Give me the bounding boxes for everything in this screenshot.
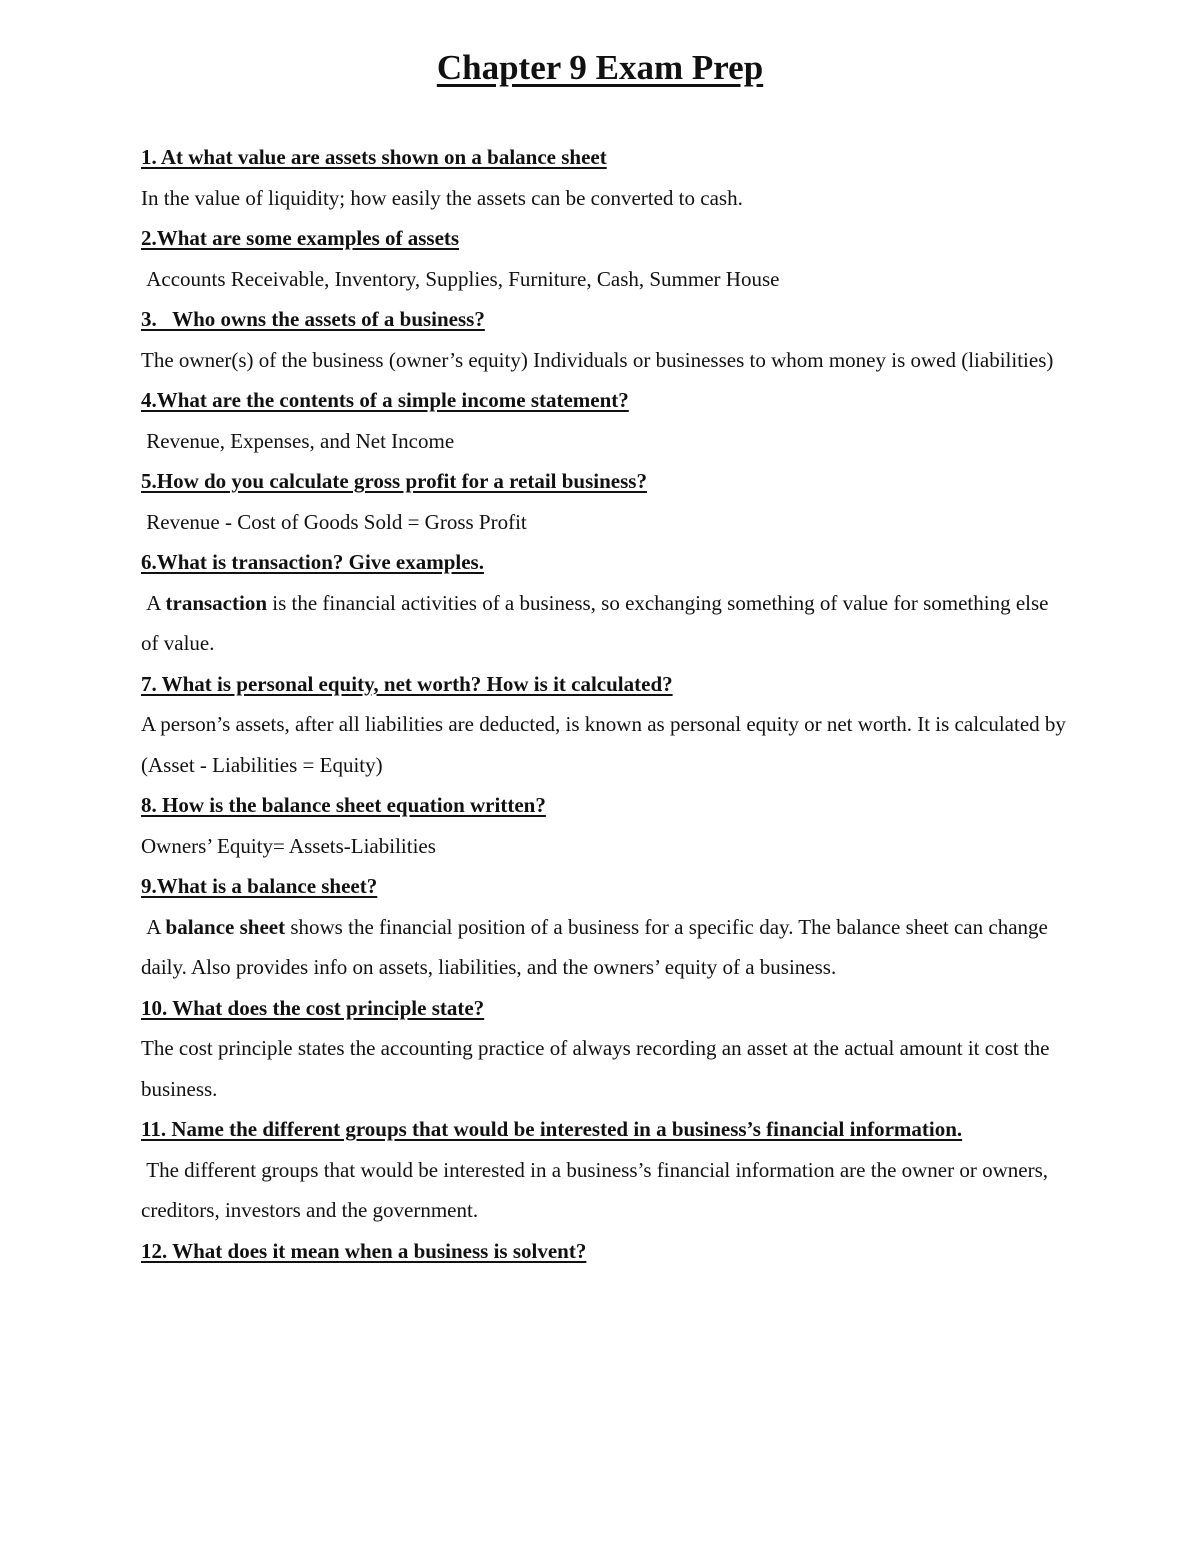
question-heading: 8. How is the balance sheet equation written? (141, 793, 546, 817)
answer-segment: Accounts Receivable, Inventory, Supplies, Furniture, Cash, Summer House (141, 266, 780, 291)
answer-text (141, 259, 1066, 300)
answer-segment: A (141, 590, 166, 615)
question-heading: 3. Who owns the assets of a business? (141, 307, 485, 331)
answer-segment: The different groups that would be interested in a business’s financial information are the owner or owners, creditors, investors and the government. (141, 1157, 1054, 1222)
question-list (141, 137, 1072, 1271)
answer-text (141, 421, 1066, 462)
answer-segment: is the financial activities of a business, so exchanging something of value for something else of value. (141, 590, 1054, 655)
question-heading: 2.What are some examples of assets (141, 226, 460, 250)
question-heading: 11. Name the different groups that would be interested in a business’s financial information. (141, 1117, 963, 1141)
question-heading: 12. What does it mean when a business is solvent? (141, 1238, 587, 1263)
answer-text (141, 907, 1066, 988)
answer-segment: The owner(s) of the business (owner’s equity) Individuals or businesses to whom money is owed (liabilities) (141, 347, 1054, 372)
question-heading: 1. At what value are assets shown on a balance sheet (141, 145, 607, 169)
question-heading: 10. What does the cost principle state? (141, 995, 485, 1020)
answer-segment: A (141, 914, 166, 939)
answer-segment: The cost principle states the accounting practice of always recording an asset at the actual amount it cost the business. (141, 1036, 1055, 1101)
answer-segment: shows the financial position of a business for a specific day. The balance sheet can change daily. Also provides info on assets, liabilities, and the owners’ equity of a business. (141, 914, 1054, 979)
answer-text (141, 1028, 1066, 1109)
answer-text (141, 502, 1066, 543)
answer-segment: Owners’ Equity= Assets-Liabilities (141, 833, 436, 858)
answer-text (141, 1150, 1066, 1231)
answer-text (141, 704, 1072, 785)
page-title: Chapter 9 Exam Prep (436, 48, 764, 87)
answer-text (141, 340, 1066, 381)
answer-segment: Revenue - Cost of Goods Sold = Gross Profit (141, 509, 527, 534)
answer-segment: In the value of liquidity; how easily the assets can be converted to cash. (141, 185, 743, 210)
question-heading: 6.What is transaction? Give examples. (141, 550, 484, 574)
answer-text (141, 583, 1066, 664)
question-heading: 4.What are the contents of a simple income statement? (141, 388, 629, 412)
answer-text (141, 178, 1066, 219)
answer-segment: Revenue, Expenses, and Net Income (141, 428, 455, 453)
question-heading: 5.How do you calculate gross profit for a retail business? (141, 469, 647, 493)
question-heading: 9.What is a balance sheet? (141, 874, 378, 898)
answer-text (141, 826, 1066, 867)
question-heading: 7. What is personal equity, net worth? How is it calculated? (141, 671, 673, 696)
bold-term: transaction (165, 590, 268, 615)
answer-segment: A person’s assets, after all liabilities are deducted, is known as personal equity or net worth. It is calculated by (Asset - Liabilities = Equity) (141, 712, 1072, 777)
bold-term: balance sheet (165, 914, 286, 939)
